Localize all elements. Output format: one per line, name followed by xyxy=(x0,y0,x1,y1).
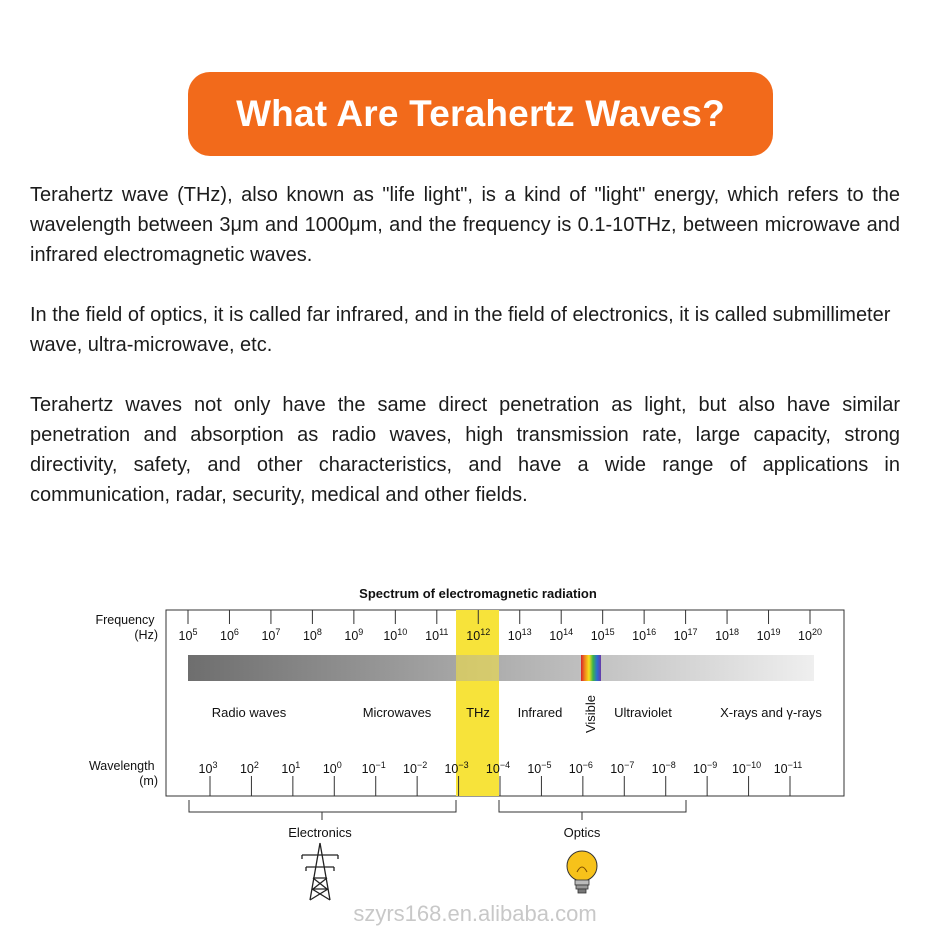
frequency-tick-label: $10^{12}$ xyxy=(466,627,491,643)
band-ultraviolet-label: Ultraviolet xyxy=(614,705,672,720)
wavelength-axis-label: Wavelength (m) xyxy=(88,759,158,788)
wavelength-tick-label: $10^1$ xyxy=(281,760,301,776)
band-infrared-label: Infrared xyxy=(517,705,563,720)
band-microwaves-label: Microwaves xyxy=(362,705,432,720)
frequency-tick-label: $10^6$ xyxy=(220,627,239,643)
wavelength-tick-label: $10^{-5}$ xyxy=(527,760,552,776)
electronics-label: Electronics xyxy=(288,825,352,840)
frequency-tick-label: $10^9$ xyxy=(344,627,364,643)
wavelength-tick-label: $10^0$ xyxy=(322,760,342,776)
frequency-ticks xyxy=(179,610,822,643)
page-title: What Are Terahertz Waves? xyxy=(188,72,773,156)
paragraph-properties: Terahertz waves not only have the same direct penetration as light, but also have similar penetration and absorption as radio waves, high transmission rate, large capacity, strong directivity, safety, and other characteristics, and have a wide range of applications in communication, radar, security, medical and other fields. xyxy=(30,394,900,506)
wavelength-tick-label: $10^{-9}$ xyxy=(693,760,718,776)
thz-bar-overlay xyxy=(456,655,499,681)
frequency-tick-label: $10^{14}$ xyxy=(549,627,574,643)
wavelength-tick-label: $10^{-3}$ xyxy=(444,760,469,776)
frequency-tick-label: $10^7$ xyxy=(261,627,281,643)
electronics-bracket xyxy=(189,800,456,812)
frequency-tick-label: $10^{16}$ xyxy=(632,627,657,643)
paragraph-definition: Terahertz wave (THz), also known as "life light", is a kind of "light" energy, which refers to the wavelength between 3μm and 1000μm, and the frequency is 0.1-10THz, between microwave and infrared electromagnetic waves. xyxy=(30,184,900,266)
visible-rainbow xyxy=(581,655,601,681)
wavelength-tick-label: $10^{-1}$ xyxy=(361,760,386,776)
wavelength-tick-label: $10^{-8}$ xyxy=(651,760,676,776)
frequency-tick-label: $10^{19}$ xyxy=(756,627,781,643)
optics-label: Optics xyxy=(563,825,601,840)
wavelength-tick-label: $10^3$ xyxy=(198,760,218,776)
frequency-tick-label: $10^{13}$ xyxy=(507,627,532,643)
light-bulb-icon xyxy=(567,851,597,893)
wavelength-tick-label: $10^2$ xyxy=(239,760,259,776)
frequency-tick-label: $10^8$ xyxy=(302,627,322,643)
wavelength-tick-label: $10^{-11}$ xyxy=(773,760,803,776)
frequency-tick-label: $10^{20}$ xyxy=(798,627,822,643)
band-visible-label: Visible xyxy=(583,694,598,734)
wavelength-tick-label: $10^{-7}$ xyxy=(610,760,635,776)
frequency-tick-label: $10^{10}$ xyxy=(383,627,408,643)
figure-title: Spectrum of electromagnetic radiation xyxy=(359,586,597,601)
paragraph-fields: In the field of optics, it is called far infrared, and in the field of electronics, it is called submillimeter wave, ultra-microwave, etc. xyxy=(30,304,891,356)
wavelength-tick-label: $10^{-6}$ xyxy=(568,760,593,776)
frequency-axis-label: Frequency (Hz) xyxy=(95,613,158,642)
wavelength-tick-label: $10^{-4}$ xyxy=(485,760,511,776)
wavelength-ticks xyxy=(199,760,803,796)
band-thz-label: THz xyxy=(466,705,490,720)
optics-bracket xyxy=(499,800,686,812)
frequency-tick-label: $10^{18}$ xyxy=(715,627,740,643)
spectrum-bar xyxy=(188,655,814,681)
frequency-tick-label: $10^5$ xyxy=(178,627,198,643)
band-radio-label: Radio waves xyxy=(211,705,287,720)
band-xray-label: X-rays and γ-rays xyxy=(720,705,822,720)
frequency-tick-label: $10^{15}$ xyxy=(590,627,615,643)
frequency-tick-label: $10^{17}$ xyxy=(673,627,698,643)
wavelength-tick-label: $10^{-2}$ xyxy=(403,760,428,776)
wavelength-tick-label: $10^{-10}$ xyxy=(731,760,762,776)
frequency-tick-label: $10^{11}$ xyxy=(425,627,449,643)
watermark: szyrs168.en.alibaba.com xyxy=(353,901,597,926)
transmission-tower-icon xyxy=(302,843,338,900)
